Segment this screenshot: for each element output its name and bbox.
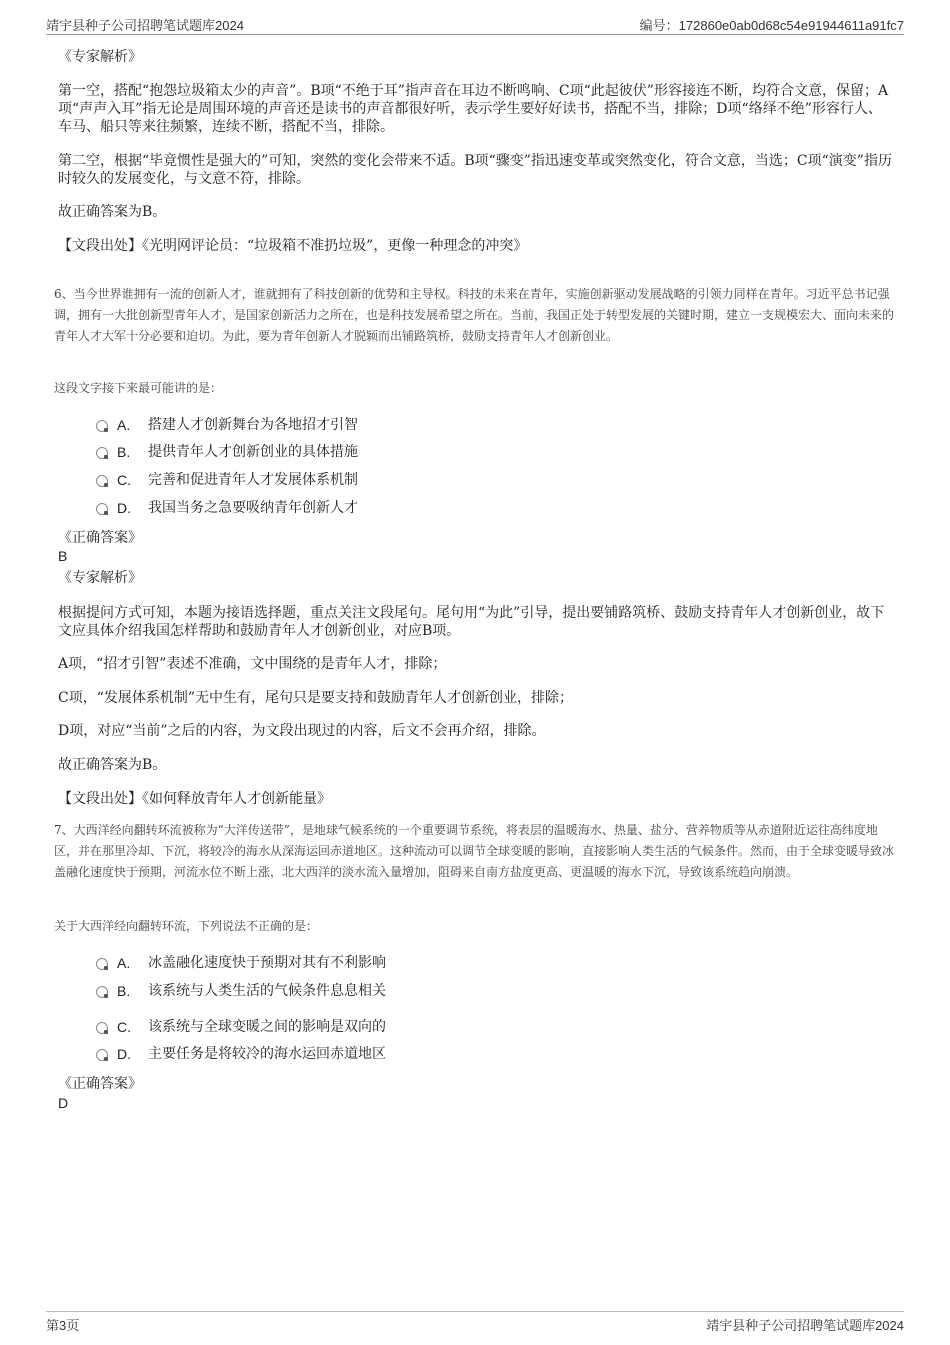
q5-source: 【文段出处】《光明网评论员：“垃圾箱不准扔垃圾”，更像一种理念的冲突》: [58, 238, 528, 254]
q5-expert-label: 《专家解析》: [58, 49, 142, 65]
option-text: 冰盖融化速度快于预期对其有不利影响: [148, 955, 386, 971]
q7-question: 关于大西洋经向翻转环流，下列说法不正确的是：: [54, 919, 319, 933]
q7-answer: D: [58, 1095, 69, 1111]
option-text: 提供青年人才创新创业的具体措施: [148, 444, 358, 460]
q6-question: 这段文字接下来最可能讲的是：: [54, 381, 223, 395]
q6-answer: B: [58, 548, 68, 564]
radio-icon[interactable]: [96, 447, 108, 459]
q7-stem: 7、大西洋经向翻转环流被称为“大洋传送带”，是地球气候系统的一个重要调节系统，将表层的温暖海水、热量、盐分、营养物质等从赤道附近运往高纬度地区，并在那里冷却、下沉，将较冷的海水从深海运回赤道地区。这种流动可以调节全球变暖的影响，直接影响人类生活的气候条件。然而，由于全球变暖导致冰盖融化速度快于预期，河流水位不断上涨，北大西洋的淡水流入量增加，阻碍来自南方盐度更高、更温暖的海水下沉，导致该系统趋向崩溃。: [54, 823, 895, 879]
footer-title: 靖宇县种子公司招聘笔试题库2024: [706, 1318, 904, 1333]
q7-answer-label: 《正确答案》: [58, 1076, 142, 1092]
option-key: C.: [117, 1019, 131, 1035]
q5-analysis-para-1: 第一空，搭配“抱怨垃圾箱太少的声音”。B项“不绝于耳”指声音在耳边不断鸣响、C项“此起彼伏”形容接连不断，均符合文意，保留；A项“声声入耳”指无论是周围环境的声音还是读书的声音都很好听，表示学生要好好读书，搭配不当，排除；D项“络绎不绝”形容行人、车马、船只等来往频繁，连续不断，搭配不当，排除。: [58, 83, 889, 135]
radio-icon[interactable]: [96, 503, 108, 515]
q6-stem: 6、当今世界谁拥有一流的创新人才，谁就拥有了科技创新的优势和主导权。科技的未来在青年，实施创新驱动发展战略的引领力同样在青年。习近平总书记强调，拥有一大批创新型青年人才，是国家创新活力之所在，也是科技发展希望之所在。当前，我国正处于转型发展的关键时期，建立一支规模宏大、面向未来的青年人才大军十分必要和迫切。为此，要为青年创新人才脱颖而出铺路筑桥，鼓励支持青年人才创新创业。: [54, 287, 895, 343]
option-key: C.: [117, 472, 131, 488]
radio-icon[interactable]: [96, 986, 108, 998]
radio-icon[interactable]: [96, 958, 108, 970]
option-text: 我国当务之急要吸纳青年创新人才: [148, 500, 358, 516]
option-text: 该系统与全球变暖之间的影响是双向的: [148, 1019, 386, 1035]
option-key: A.: [117, 955, 131, 971]
radio-icon[interactable]: [96, 475, 108, 487]
q5-analysis-para-2: 第二空，根据“毕竟惯性是强大的”可知，突然的变化会带来不适。B项“骤变”指迅速变革或突然变化，符合文意，当选；C项“演变”指历时较久的发展变化，与文意不符，排除。: [58, 153, 892, 187]
option-key: A.: [117, 417, 131, 433]
header-title: 靖宇县种子公司招聘笔试题库2024: [46, 18, 244, 33]
page-number: 第3页: [46, 1318, 80, 1333]
option-text: 主要任务是将较冷的海水运回赤道地区: [148, 1046, 386, 1062]
option-key: D.: [117, 500, 131, 516]
option-key: B.: [117, 983, 131, 999]
q5-conclusion: 故正确答案为B。: [58, 204, 167, 220]
page-footer: [46, 1311, 904, 1332]
option-key: B.: [117, 444, 131, 460]
header-doc-code: 编号：172860e0ab0d68c54e91944611a91fc7: [639, 18, 904, 33]
option-text: 完善和促进青年人才发展体系机制: [148, 472, 358, 488]
radio-icon[interactable]: [96, 1022, 108, 1034]
q6-analysis-para-1: 根据提问方式可知，本题为接语选择题，重点关注文段尾句。尾句用“为此”引导，提出要铺路筑桥、鼓励支持青年人才创新创业，故下文应具体介绍我国怎样帮助和鼓励青年人才创新创业，对应B项。: [58, 605, 885, 639]
radio-icon[interactable]: [96, 1049, 108, 1061]
radio-icon[interactable]: [96, 420, 108, 432]
page-header: [46, 14, 904, 35]
q6-analysis-para-2: A项，“招才引智”表述不准确，文中围绕的是青年人才，排除；: [58, 656, 447, 672]
q6-conclusion: 故正确答案为B。: [58, 757, 167, 773]
q6-source: 【文段出处】《如何释放青年人才创新能量》: [58, 791, 331, 807]
q6-analysis-para-3: C项，“发展体系机制”无中生有，尾句只是要支持和鼓励青年人才创新创业，排除；: [58, 690, 574, 706]
option-text: 搭建人才创新舞台为各地招才引智: [148, 417, 358, 433]
q6-analysis-para-4: D项，对应“当前”之后的内容，为文段出现过的内容，后文不会再介绍，排除。: [58, 723, 546, 739]
option-key: D.: [117, 1046, 131, 1062]
q6-answer-label: 《正确答案》: [58, 530, 142, 546]
q6-expert-label: 《专家解析》: [58, 570, 142, 586]
option-text: 该系统与人类生活的气候条件息息相关: [148, 983, 386, 999]
